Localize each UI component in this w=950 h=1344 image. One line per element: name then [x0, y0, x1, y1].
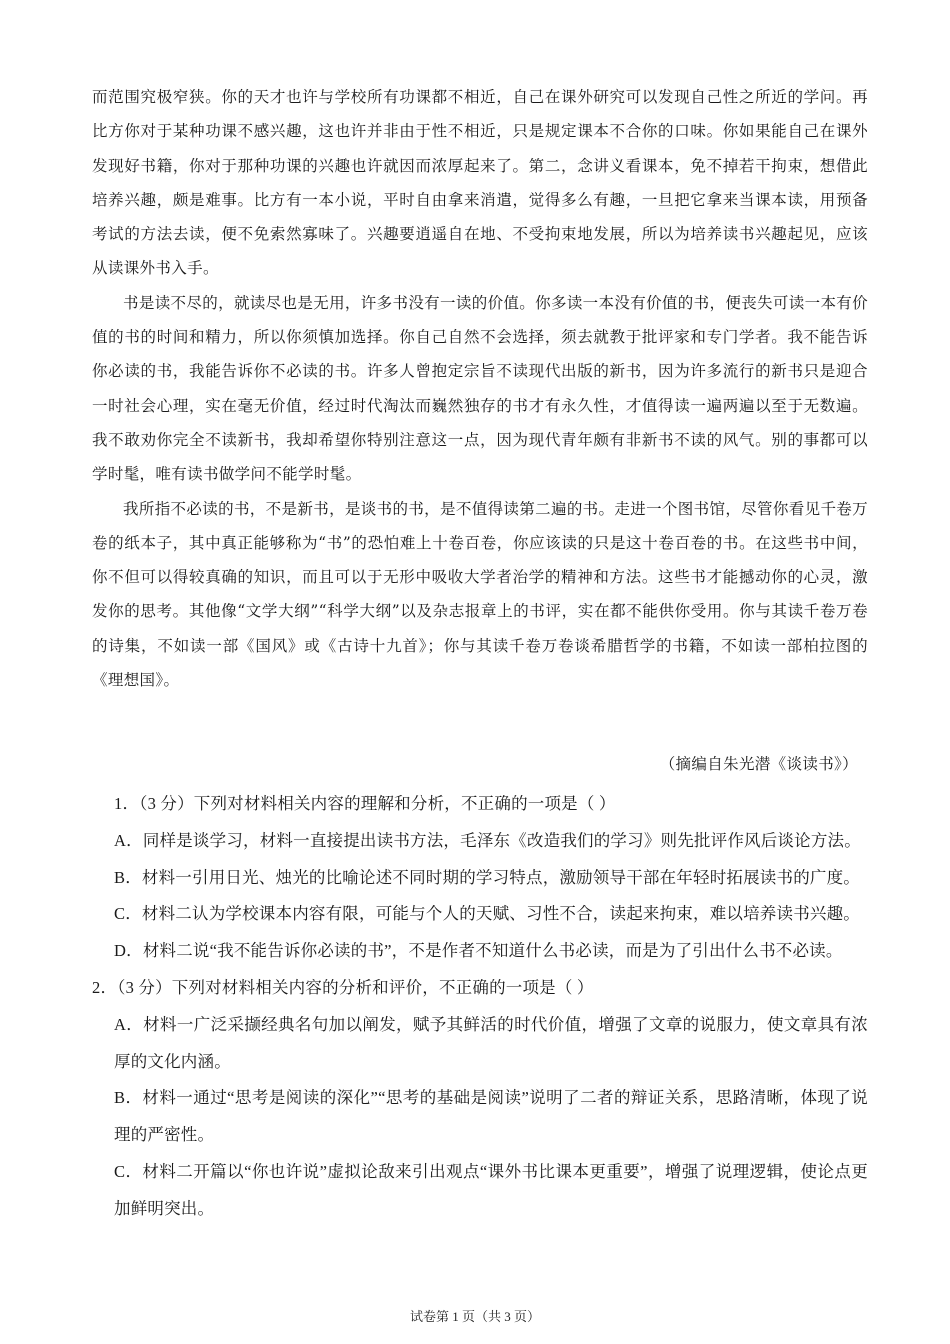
option-c: C．材料二开篇以“你也许说”虚拟论敌来引出观点“课外书比课本更重要”，增强了说理逻辑，使论点更加鲜明突出。 [114, 1161, 868, 1218]
passage-paragraph-2: 书是读不尽的，就读尽也是无用，许多书没有一读的价值。你多读一本没有价值的书，便丧失可读一本有价值的书的时间和精力，所以你须慎加选择。你自己自然不会选择，须去就教于批评家和专门学者。我不能告诉你必读的书，我能告诉你不必读的书。许多人曾抱定宗旨不读现代出版的新书，因为许多流行的新书只是迎合一时社会心理，实在毫无价值，经过时代淘汰而巍然独存的书才有永久性，才值得读一遍两遍以至于无数遍。我不敢劝你完全不读新书，我却希望你特别注意这一点，因为现代青年颇有非新书不读的风气。别的事都可以学时髦，唯有读书做学问不能学时髦。 [92, 293, 868, 484]
passage-source: （摘编自朱光潜《谈读书》） [659, 755, 858, 773]
option-a: A．材料一广泛采撷经典名句加以阐发，赋予其鲜活的时代价值，增强了文章的说服力，使文章具有浓厚的文化内涵。 [114, 1014, 868, 1071]
passage-paragraph-3: 我所指不必读的书，不是新书，是谈书的书，是不值得读第二遍的书。走进一个图书馆，尽管你看见千卷万卷的纸本子，其中真正能够称为“书”的恐怕难上十卷百卷，你应该读的只是这十卷百卷的书。在这些书中间，你不但可以得较真确的知识，而且可以于无形中吸收大学者治学的精神和方法。这些书才能撼动你的心灵，激发你的思考。其他像“文学大纲”“科学大纲”以及杂志报章上的书评，实在都不能供你受用。你与其读千卷万卷的诗集，不如读一部《国风》或《古诗十九首》；你与其读千卷万卷谈希腊哲学的书籍，不如读一部柏拉图的《理想国》。 [92, 499, 868, 690]
question-2 [92, 970, 868, 1228]
reading-passage [92, 80, 868, 697]
question-1 [92, 786, 868, 970]
page-footer: 试卷第 1 页（共 3 页） [409, 1309, 540, 1324]
question-stem: 2．（3 分）下列对材料相关内容的分析和评价，不正确的一项是（ ） [92, 977, 594, 997]
option-b: B．材料一通过“思考是阅读的深化”“思考的基础是阅读”说明了二者的辩证关系，思路清晰，体现了说理的严密性。 [114, 1088, 868, 1145]
question-stem: 1．（3 分）下列对材料相关内容的理解和分析，不正确的一项是（ ） [114, 794, 616, 813]
option-c: C．材料二认为学校课本内容有限，可能与个人的天赋、习性不合，读起来拘束，难以培养读书兴趣。 [114, 904, 861, 924]
passage-paragraph-1: 而范围究极窄狭。你的天才也许与学校所有功课都不相近，自己在课外研究可以发现自己性之所近的学问。再比方你对于某种功课不感兴趣，这也许并非由于性不相近，只是规定课本不合你的口味。你如果能自己在课外发现好书籍，你对于那种功课的兴趣也许就因而浓厚起来了。第二，念讲义看课本，免不掉若干拘束，想借此培养兴趣，颇是难事。比方有一本小说，平时自由拿来消遣，觉得多么有趣，一旦把它拿来当课本读，用预备考试的方法去读，便不免索然寡味了。兴趣要逍遥自在地、不受拘束地发展，所以为培养读书兴趣起见，应该从读课外书入手。 [92, 88, 868, 278]
option-a: A．同样是谈学习，材料一直接提出读书方法，毛泽东《改造我们的学习》则先批评作风后谈论方法。 [114, 830, 861, 850]
option-d: D．材料二说“我不能告诉你必读的书”，不是作者不知道什么书必读，而是为了引出什么书不必读。 [114, 941, 843, 961]
question-list [92, 786, 868, 1228]
option-b: B．材料一引用日光、烛光的比喻论述不同时期的学习特点，激励领导干部在年轻时拓展读书的广度。 [114, 867, 861, 887]
